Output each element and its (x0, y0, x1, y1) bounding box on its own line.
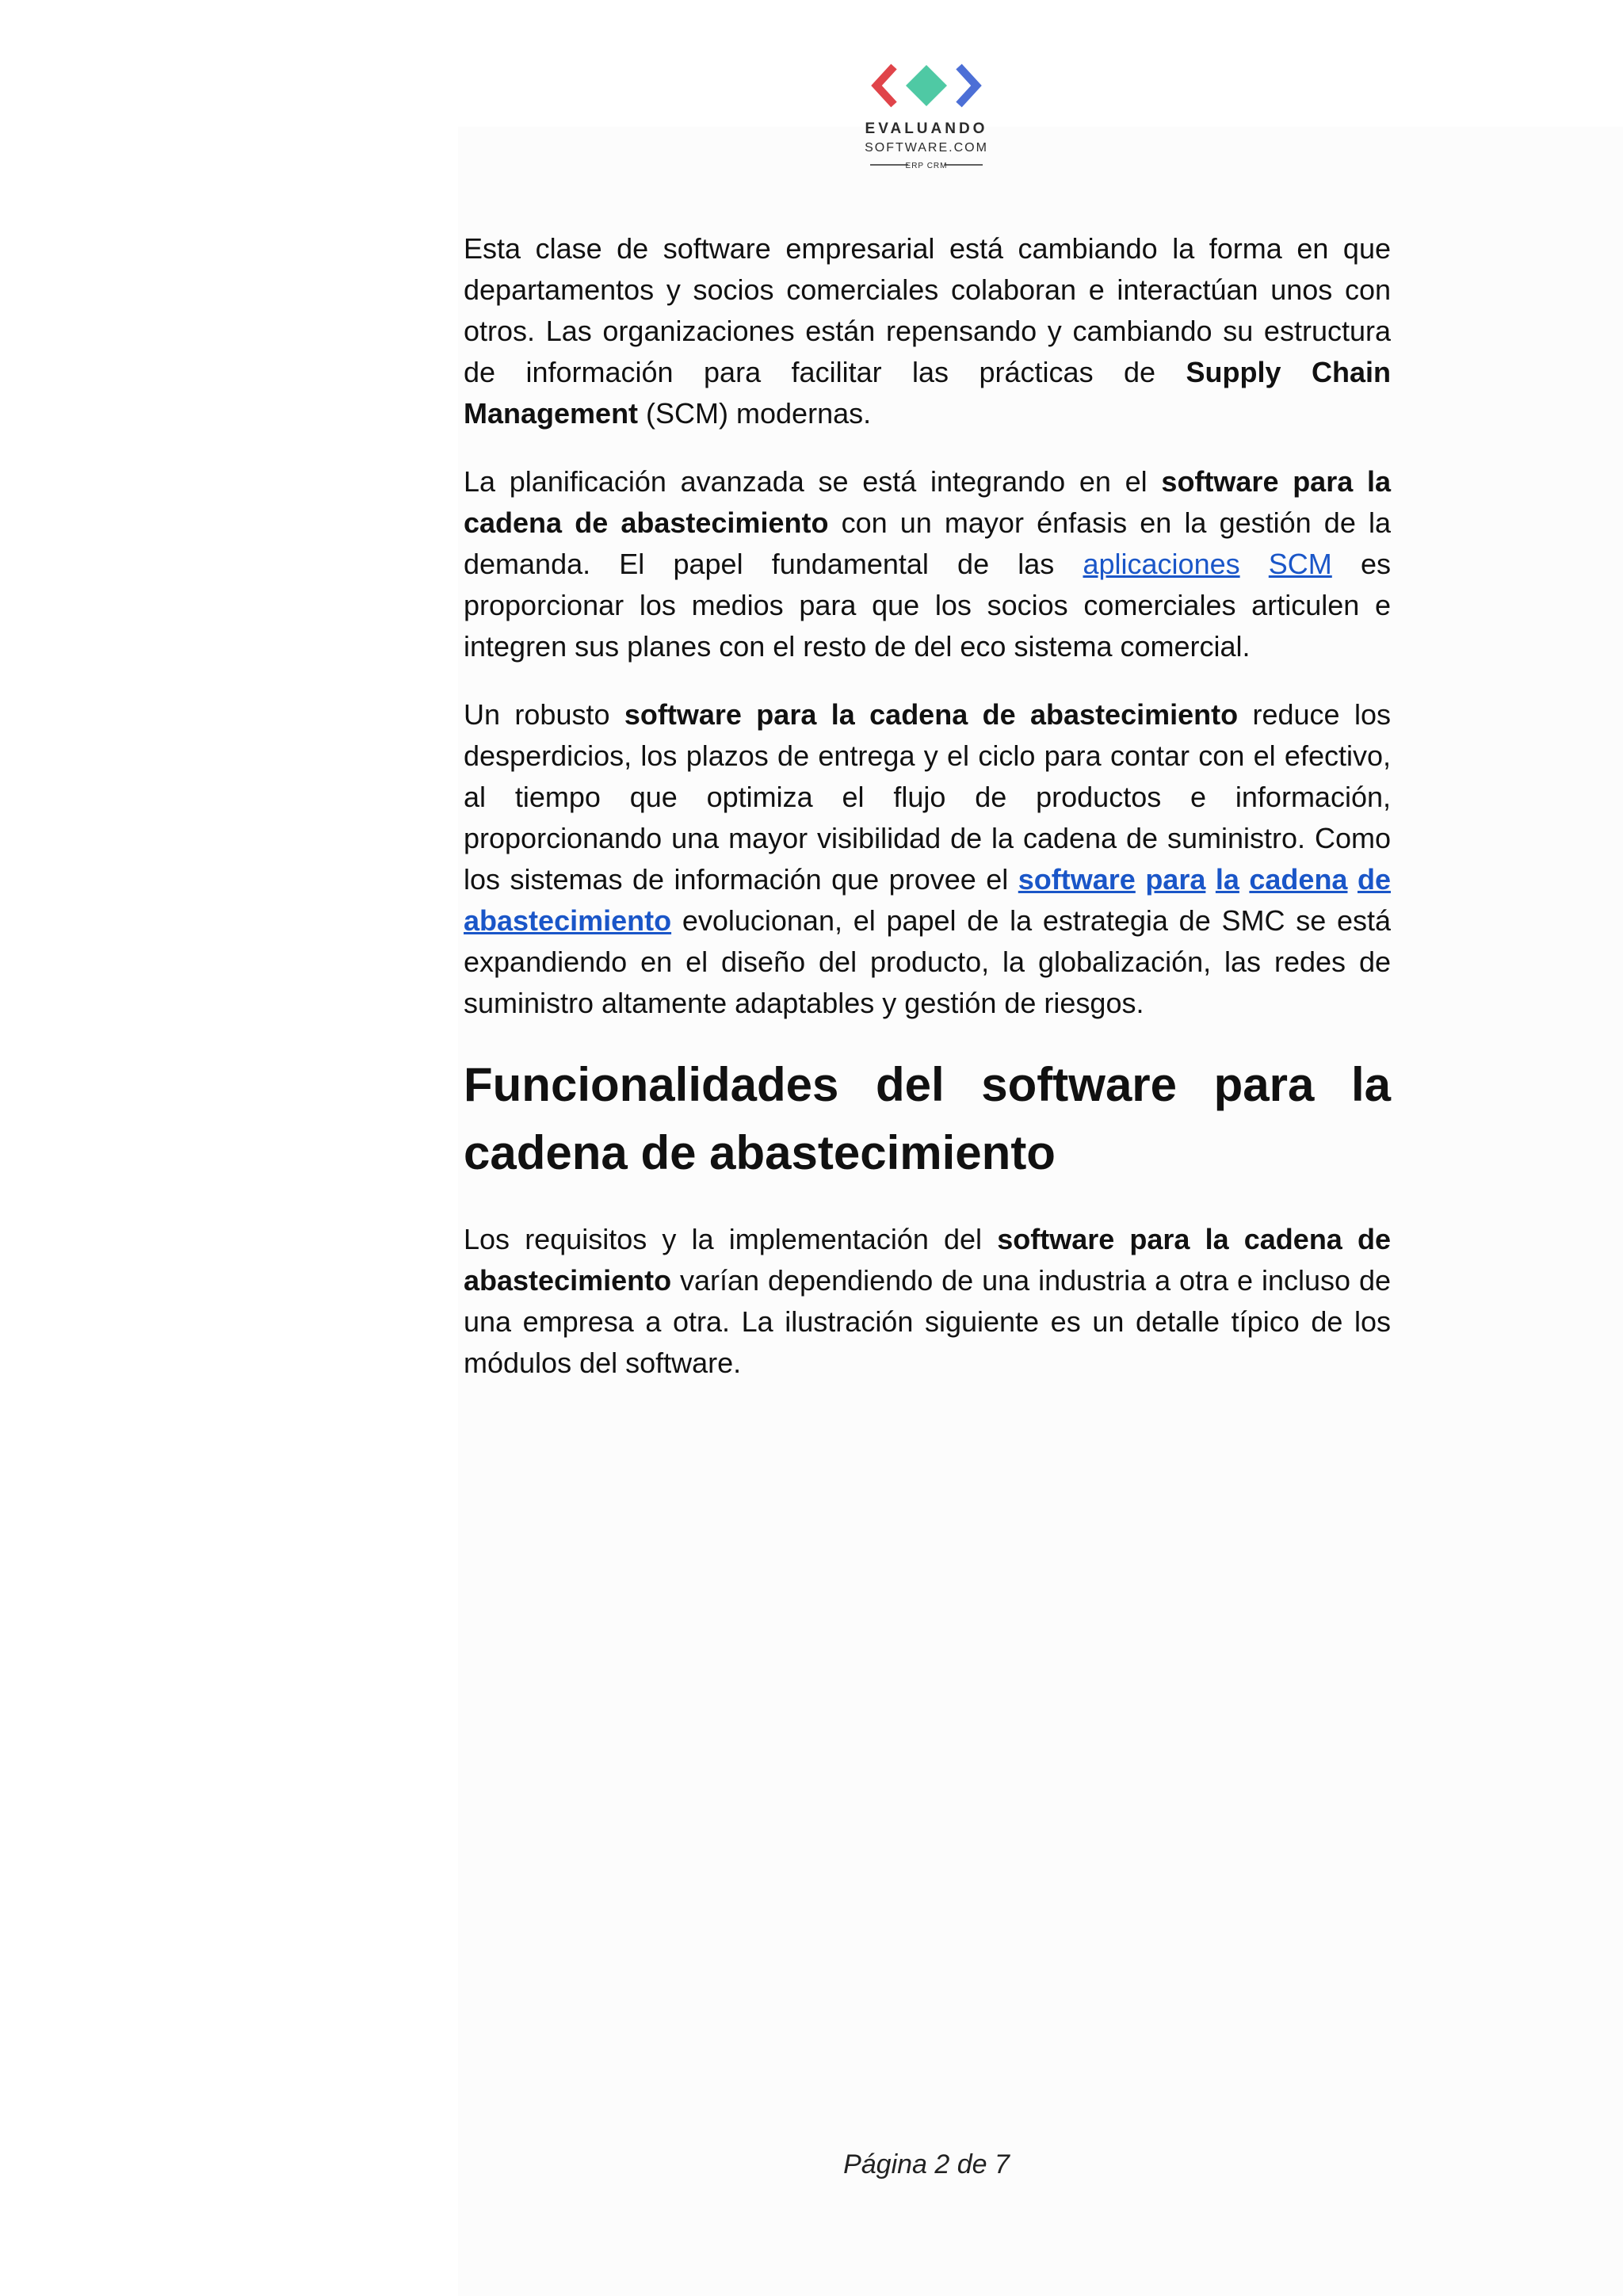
paragraph-2 (464, 461, 1391, 667)
logo-domain: SOFTWARE.COM (865, 141, 988, 155)
paragraph-4-text: Los requisitos y la implementación del (464, 1223, 998, 1255)
paragraph-2-space (1240, 548, 1269, 580)
logo-mark (862, 57, 991, 174)
link-la[interactable]: la (1215, 863, 1239, 896)
paragraph-2-bold-term: software para la cadena de abastecimiento (464, 465, 1391, 539)
logo-name: EVALUANDO (865, 120, 988, 137)
link-scm[interactable]: SCM (1268, 548, 1332, 580)
paragraph-3-bold-term: software para la cadena de abastecimiento (624, 698, 1239, 731)
document-body (464, 228, 1391, 1411)
link-software[interactable]: software (1018, 863, 1136, 896)
logo-tagline: ERP CRM (905, 162, 948, 170)
paragraph-1 (464, 228, 1391, 434)
paragraph-4 (464, 1219, 1391, 1384)
link-de[interactable]: de (1357, 863, 1391, 896)
paragraph-3 (464, 694, 1391, 1024)
paragraph-1-text-end: (SCM) modernas. (638, 397, 872, 430)
logo-left-chevron (876, 67, 894, 105)
page-number-footer: Página 2 de 7 (843, 2149, 1010, 2179)
paragraph-4-bold-term: software para la cadena de abastecimiento (464, 1223, 1391, 1297)
link-para[interactable]: para (1145, 863, 1206, 896)
section-heading: Funcionalidades del software para la cadena de abastecimiento (464, 1058, 1391, 1179)
paragraph-2-text-end: es proporcionar los medios para que los socios comerciales articulen e integren sus planes con el resto de del eco sistema comercial. (464, 548, 1391, 663)
paragraph-2-text: La planificación avanzada se está integrando en el (464, 465, 1162, 498)
logo (862, 57, 991, 174)
logo-diamond (906, 65, 947, 106)
paragraph-4-text-end: varían dependiendo de una industria a otra e incluso de una empresa a otra. La ilustración siguiente es un detalle típico de los módulos del software. (464, 1264, 1391, 1379)
paragraph-3-text-end: evolucionan, el papel de la estrategia de SMC se está expandiendo en el diseño del producto, la globalización, las redes de suministro altamente adaptables y gestión de riesgos. (464, 904, 1391, 1019)
paragraph-1-text: Esta clase de software empresarial está cambiando la forma en que departamentos y socios comerciales colaboran e interactúan unos con otros. Las organizaciones están repensando y cambiando su estructura de información para facilitar las prácticas de (464, 232, 1391, 388)
paragraph-1-bold-term: Supply Chain Management (464, 356, 1391, 430)
link-aplicaciones[interactable]: aplicaciones (1083, 548, 1240, 580)
paragraph-3-text: Un robusto (464, 698, 624, 731)
logo-right-chevron (959, 67, 976, 105)
paragraph-3-text-middle: reduce los desperdicios, los plazos de entrega y el ciclo para contar con el efectivo, al tiempo que optimiza el flujo de productos e información, proporcionando una mayor visibilidad de la cadena de suministro. Como los sistemas de información que provee el (464, 698, 1391, 896)
link-abastecimiento[interactable]: abastecimiento (464, 904, 672, 937)
link-cadena[interactable]: cadena (1249, 863, 1348, 896)
paragraph-2-text-middle: con un mayor énfasis en la gestión de la demanda. El papel fundamental de las (464, 506, 1391, 580)
